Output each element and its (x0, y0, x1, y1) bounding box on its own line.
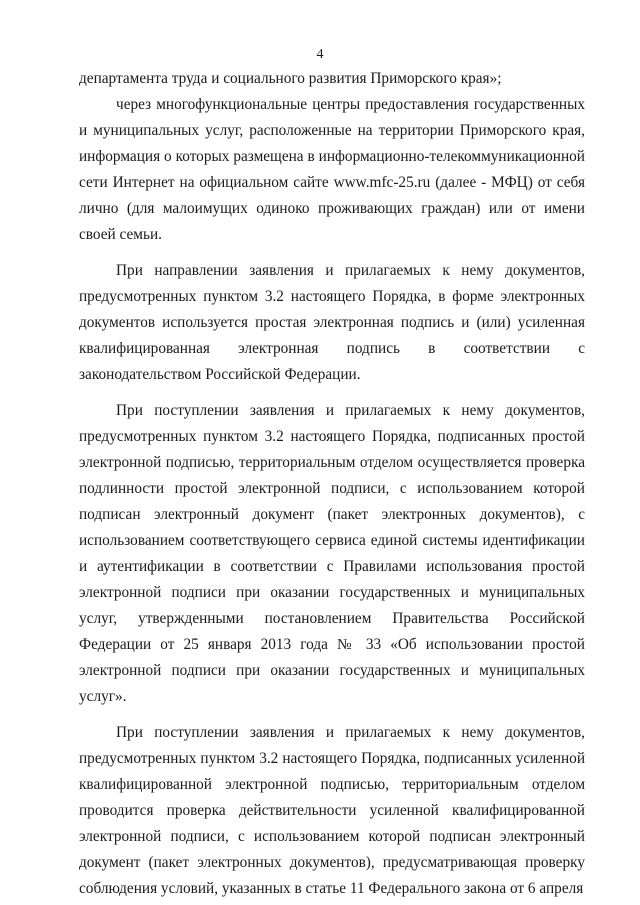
paragraph-electronic-signature: При направлении заявления и прилагаемых к нему документов, предусмотренных пунктом 3.2 настоящего Порядка, в форме электронных документов используется простая электронная подпись и (или) усиленная квалифицированная электронная подпись в соответствии с законодательством Российской Федерации. (79, 262, 585, 383)
paragraph-simple-signature-check: При поступлении заявления и прилагаемых к нему документов, предусмотренных пунктом 3.2 настоящего Порядка, подписанных простой электронной подписью, территориальным отделом осуществляется проверка подлинности простой электронной подписи, с использованием которой подписан электронный документ (пакет электронных документов), с использованием соответствующего сервиса единой системы идентификации и аутентификации в соответствии с Правилами использования простой электронной подписи при оказании государственных и муниципальных услуг, утвержденными постановлением Правительства Российской Федерации от 25 января 2013 года № 33 «Об использовании простой электронной подписи при оказании государственных и муниципальных услуг». (79, 402, 585, 705)
document-body (79, 66, 585, 902)
paragraph-continuation: департамента труда и социального развития Приморского края»; (79, 70, 502, 87)
paragraph-mfc: через многофункциональные центры предоставления государственных и муниципальных услуг, расположенные на территории Приморского края, информация о которых размещена в информационно-телекоммуникационной сети Интернет на официальном сайте www.mfc-25.ru (далее - МФЦ) от себя лично (для малоимущих одиноко проживающих граждан) или от имени своей семьи. (79, 96, 585, 243)
paragraph-qualified-signature-check: При поступлении заявления и прилагаемых к нему документов, предусмотренных пунктом 3.2 настоящего Порядка, подписанных усиленной квалифицированной электронной подписью, территориальным отделом проводится проверка действительности усиленной квалифицированной электронной подписи, с использованием которой подписан электронный документ (пакет электронных документов), предусматривающая проверку соблюдения условий, указанных в статье 11 Федерального закона от 6 апреля (79, 724, 585, 897)
page-number: 4 (316, 47, 324, 62)
